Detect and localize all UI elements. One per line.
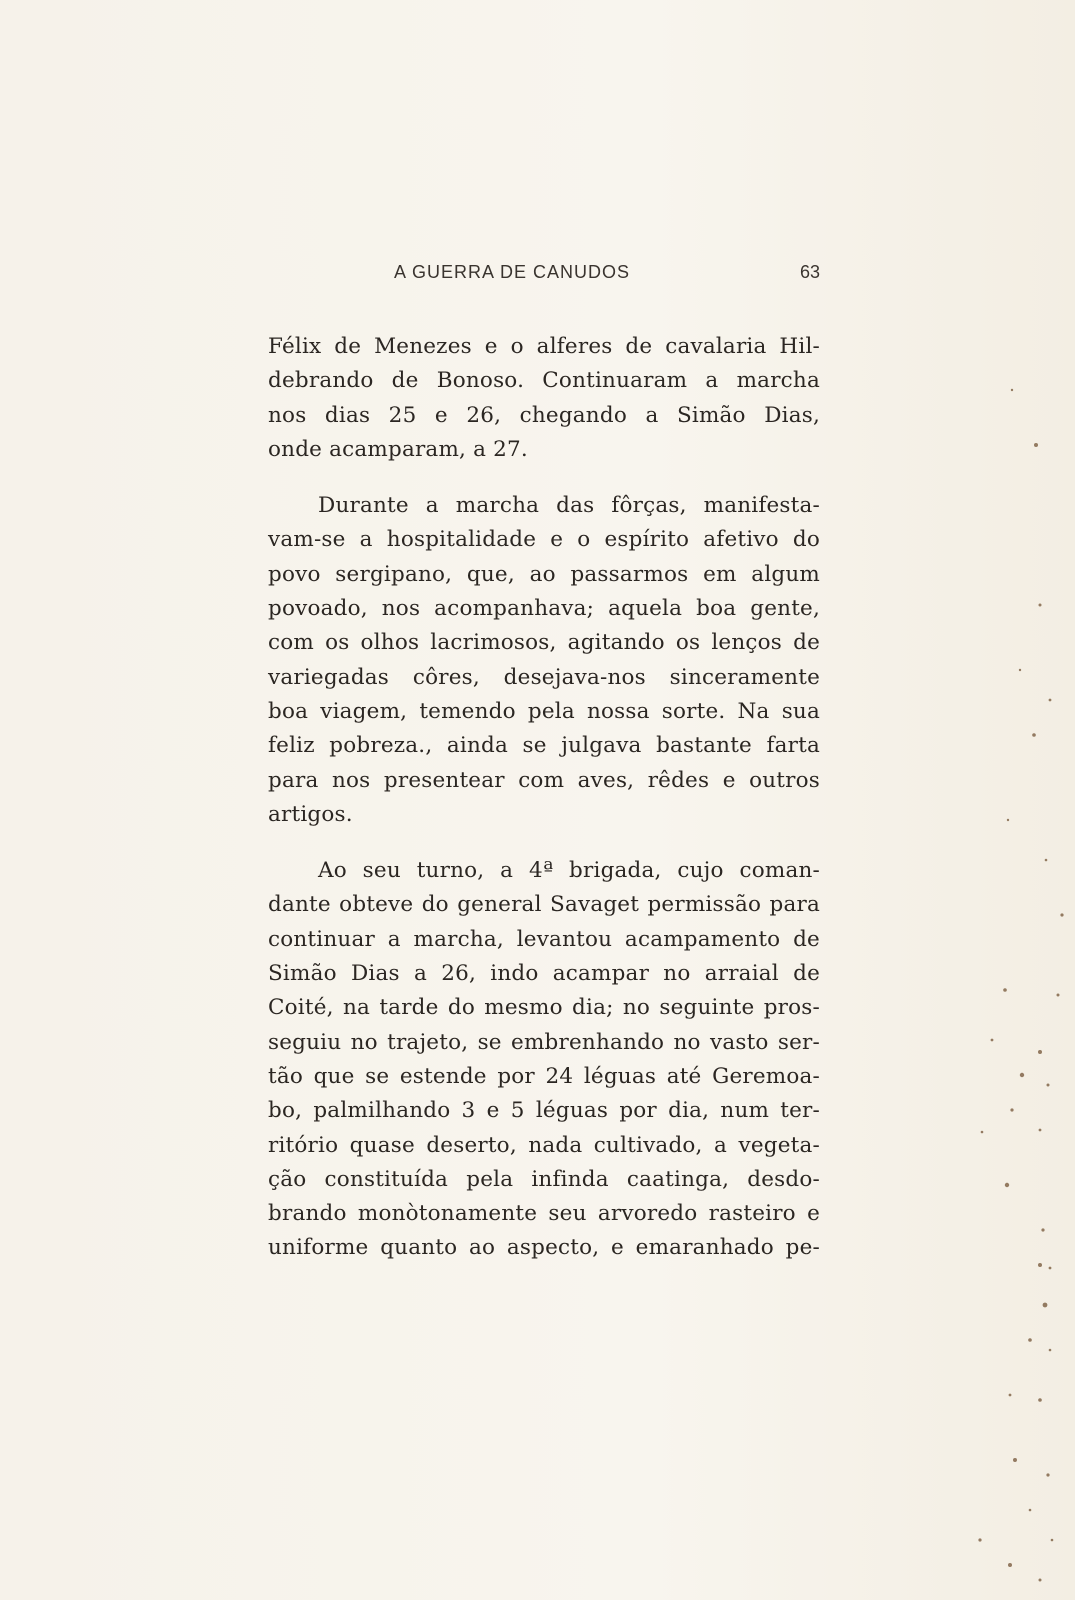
text-line: onde acamparam, a 27.	[268, 436, 528, 462]
text-line: vam-se a hospitalidade e o espírito afetivo do	[268, 527, 820, 553]
body-text	[268, 330, 820, 1288]
text-line: bo, palmilhando 3 e 5 léguas por dia, num ter-	[268, 1098, 820, 1124]
text-line: com os olhos lacrimosos, agitando os lenços de	[268, 630, 820, 656]
text-line: Durante a marcha das fôrças, manifesta-	[318, 493, 820, 519]
running-title: A GUERRA DE CANUDOS	[394, 262, 631, 282]
page-header	[270, 262, 830, 292]
text-line: feliz pobreza., ainda se julgava bastante farta	[268, 733, 820, 759]
paragraph-3	[268, 854, 820, 1266]
text-line: dante obteve do general Savaget permissão para	[268, 892, 820, 918]
text-line: povoado, nos acompanhava; aquela boa gente,	[268, 596, 820, 622]
text-line: variegadas côres, desejava-nos sinceramente	[268, 664, 820, 690]
text-line: uniforme quanto ao aspecto, e emaranhado pe-	[268, 1235, 820, 1261]
text-line: seguiu no trajeto, se embrenhando no vasto ser-	[268, 1029, 820, 1055]
text-line: boa viagem, temendo pela nossa sorte. Na sua	[268, 698, 820, 724]
text-line: Ao seu turno, a 4ª brigada, cujo coman-	[318, 858, 820, 884]
text-line: brando monòtonamente seu arvoredo rasteiro e	[268, 1201, 820, 1227]
text-line: tão que se estende por 24 léguas até Geremoa-	[268, 1063, 820, 1089]
paragraph-1	[268, 330, 820, 467]
text-line: para nos presentear com aves, rêdes e outros	[268, 767, 820, 793]
text-line: debrando de Bonoso. Continuaram a marcha	[268, 368, 820, 394]
text-line: Coité, na tarde do mesmo dia; no seguinte pros-	[268, 995, 820, 1021]
text-line: nos dias 25 e 26, chegando a Simão Dias,	[268, 402, 820, 428]
text-line: continuar a marcha, levantou acampamento de	[268, 926, 820, 952]
text-line: povo sergipano, que, ao passarmos em algum	[268, 561, 820, 587]
page-number: 63	[799, 262, 820, 282]
text-line: Simão Dias a 26, indo acampar no arraial de	[268, 961, 820, 987]
paragraph-2	[268, 489, 820, 832]
text-line: ção constituída pela infinda caatinga, desdo-	[268, 1166, 820, 1192]
text-line: ritório quase deserto, nada cultivado, a vegeta-	[268, 1132, 820, 1158]
text-line: artigos.	[268, 801, 353, 827]
text-line: Félix de Menezes e o alferes de cavalaria Hil-	[268, 334, 820, 359]
